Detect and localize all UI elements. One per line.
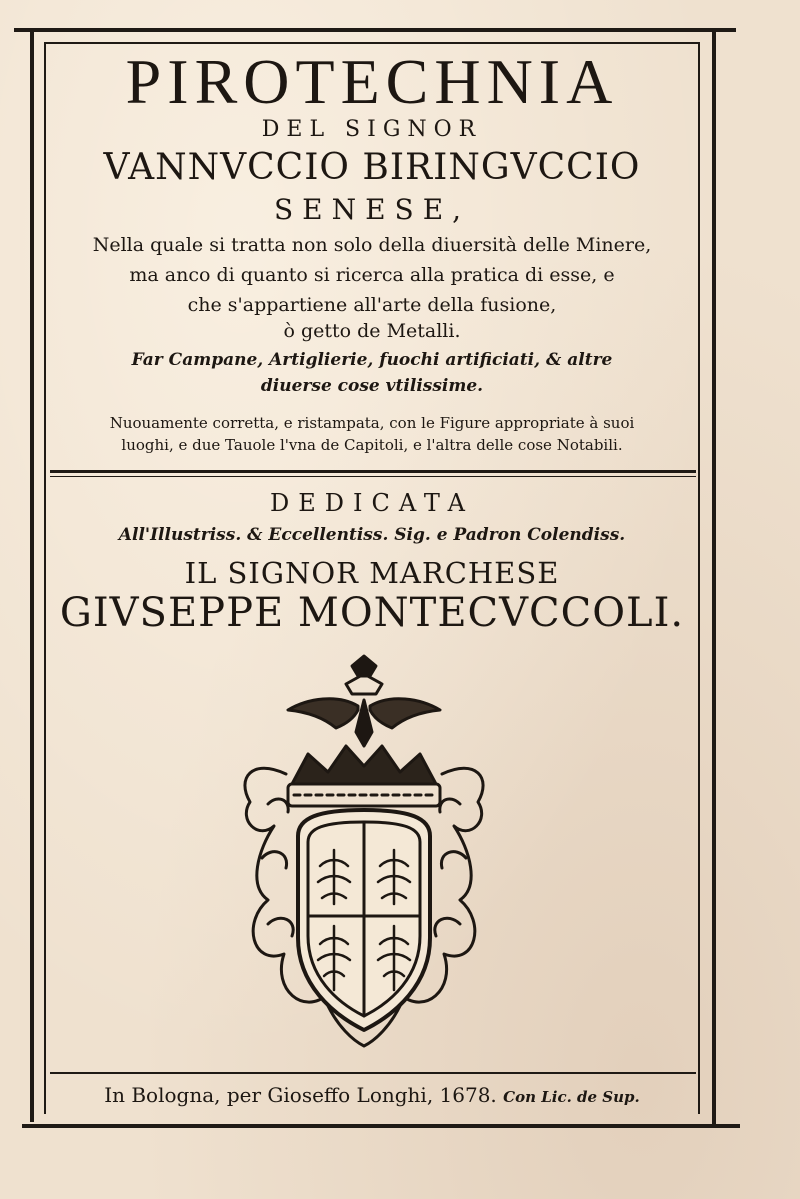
edition-note-line: luoghi, e due Tauole l'vna de Capitoli, e l'altra delle cose Notabili. <box>121 436 623 454</box>
outer-border-right <box>712 30 716 1126</box>
section-divider <box>50 470 696 473</box>
dedication-heading: DEDICATA <box>270 489 474 517</box>
section-divider-thin <box>50 476 696 477</box>
license-text: Con Lic. de Sup. <box>503 1088 640 1106</box>
italic-line: Far Campane, Artiglierie, fuochi artificiati, & altre <box>131 350 613 370</box>
outer-border-left <box>30 30 34 1122</box>
dedication-address: All'Illustriss. & Eccellentiss. Sig. e Padron Colendiss. <box>118 525 626 545</box>
imprint-line <box>46 1080 698 1112</box>
dedicatee-title: IL SIGNOR MARCHESE <box>184 556 560 590</box>
description-line: ma anco di quanto si ricerca alla pratica di esse, e <box>129 264 615 286</box>
outer-border-top <box>14 28 736 32</box>
description-line: ò getto de Metalli. <box>283 320 461 342</box>
italic-line: diuerse cose vtilissime. <box>260 376 484 396</box>
imprint-text: In Bologna, per Gioseffo Longhi, 1678. <box>104 1083 497 1107</box>
edition-note-line: Nuouamente corretta, e ristampata, con le Figure appropriate à suoi <box>109 414 635 432</box>
imprint-divider <box>50 1072 696 1074</box>
author-name: VANNVCCIO BIRINGVCCIO <box>103 147 641 188</box>
coat-of-arms-icon <box>228 654 500 1054</box>
dedicatee-name: GIVSEPPE MONTECVCCOLI. <box>59 590 685 636</box>
author-origin: SENESE, <box>273 193 471 226</box>
outer-border-bottom <box>22 1124 740 1128</box>
book-title: PIROTECHNIA <box>125 46 619 117</box>
description-line: che s'appartiene all'arte della fusione, <box>187 294 557 316</box>
description-line: Nella quale si tratta non solo della diuersità delle Minere, <box>92 234 652 256</box>
subtitle: DEL SIGNOR <box>261 117 483 142</box>
inner-border-right <box>698 42 700 1114</box>
